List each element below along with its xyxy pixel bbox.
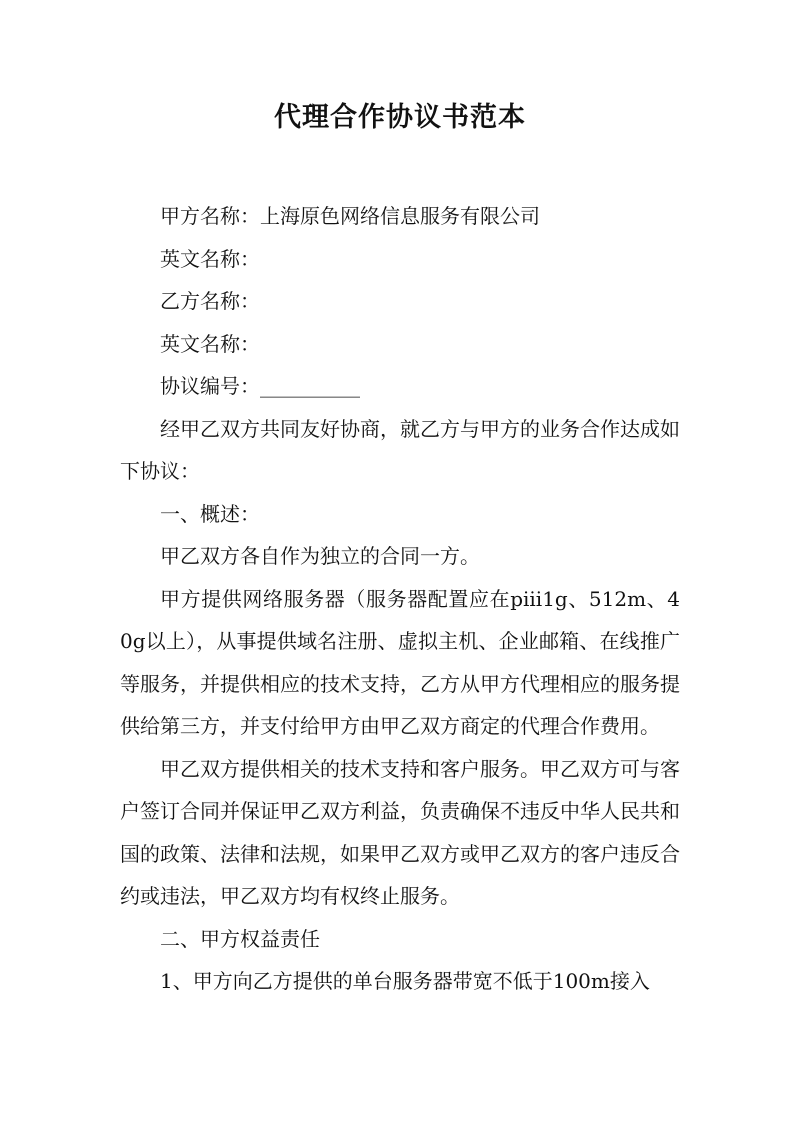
overview-paragraph-1: 甲乙双方各自作为独立的合同一方。 <box>160 544 480 568</box>
party-a-english-name: 英文名称： <box>160 246 260 271</box>
intro-paragraph: 经甲乙双方共同友好协商，就乙方与甲方的业务合作达成如下协议： <box>120 416 680 483</box>
agreement-number: 协议编号：__________ <box>160 374 360 398</box>
party-b-name: 乙方名称： <box>160 289 260 313</box>
overview-paragraph-3: 甲乙双方提供相关的技术支持和客户服务。甲乙双方可与客户签订合同并保证甲乙双方利益，负责确保不违反中华人民共和国的政策、法律和法规，如果甲乙双方或甲乙双方的客户违反合约或违法，甲乙双方均有权终止服务。 <box>120 756 680 908</box>
party-a-clause-1: 1、甲方向乙方提供的单台服务器带宽不低于100m接入 <box>160 969 650 993</box>
document-body <box>120 195 680 1003</box>
party-b-english-name: 英文名称： <box>160 331 260 356</box>
party-a-name: 甲方名称：上海原色网络信息服务有限公司 <box>160 204 540 228</box>
section-heading-party-a-rights: 二、甲方权益责任 <box>160 926 320 951</box>
section-heading-overview: 一、概述： <box>160 501 260 526</box>
document-title: 代理合作协议书范本 <box>274 102 526 133</box>
overview-paragraph-2: 甲方提供网络服务器（服务器配置应在piii1g、512m、40g以上），从事提供域名注册、虚拟主机、企业邮箱、在线推广等服务，并提供相应的技术支持，乙方从甲方代理相应的服务提供给第三方，并支付给甲方由甲乙双方商定的代理合作费用。 <box>120 586 680 738</box>
